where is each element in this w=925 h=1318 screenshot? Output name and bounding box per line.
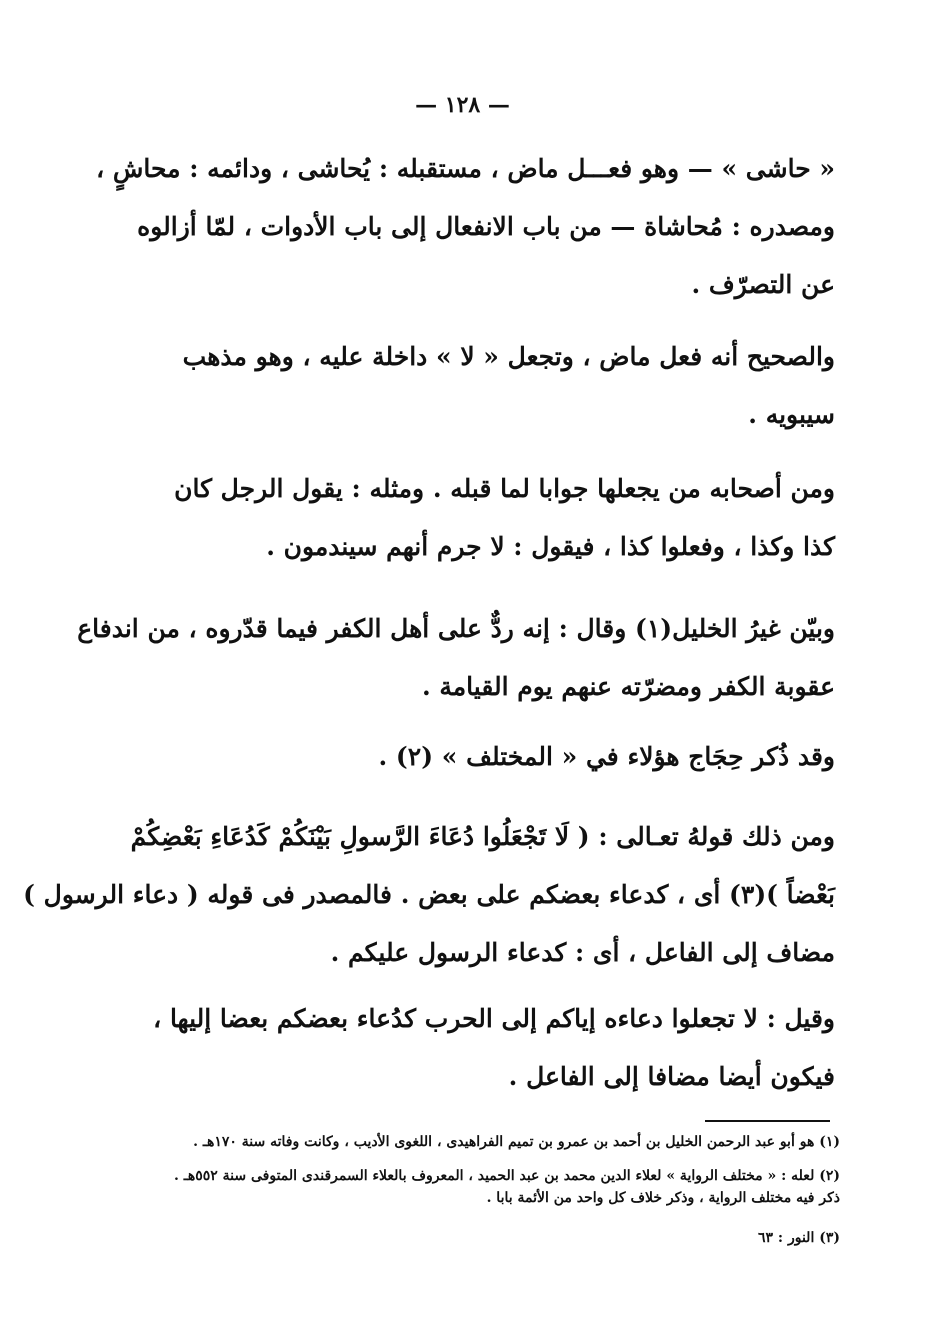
paragraph-6 — [23, 808, 835, 982]
text-line: بَعْضاً )(٣) أى ، كدعاء بعضكم على بعض . فالمصدر فى قوله ( دعاء الرسول ) — [23, 880, 835, 909]
footnote-divider — [705, 1120, 830, 1122]
text-line: عقوبة الكفر ومضرّته عنهم يوم القيامة . — [421, 672, 835, 701]
text-line: ومصدره : مُحاشاة — من باب الانفعال إلى باب الأدوات ، لمّا أزالوه — [137, 212, 835, 241]
footnote-1: (١) هو أبو عبد الرحمن الخليل بن أحمد بن عمرو بن تميم الفراهيدى ، اللغوى الأديب ، وكانت وفاته سنة ١٧٠هـ . — [193, 1134, 840, 1150]
footnote-2-continuation: ذكر فيه مختلف الرواية ، وذكر خلاف كل واحد من الأئمة بابا . — [486, 1190, 840, 1206]
text-line: سيبويه . — [748, 400, 835, 429]
page-number: — ١٢٨ — — [415, 92, 510, 118]
footnotes — [150, 1125, 840, 1255]
paragraph-4 — [77, 600, 835, 716]
text-line: وقيل : لا تجعلوا دعاءه إياكم إلى الحرب كدُعاء بعضكم بعضا إليها ، — [153, 1004, 835, 1033]
paragraph-3 — [150, 460, 835, 576]
text-line: وقد ذُكر حِجَاج هؤلاء في « المختلف » (٢) . — [378, 742, 835, 771]
footnote-3: (٣) النور : ٦٣ — [758, 1230, 840, 1246]
text-line: مضاف إلى الفاعل ، أى : كدعاء الرسول عليكم . — [330, 938, 835, 967]
text-line: عن التصرّف . — [691, 270, 835, 299]
text-line: ومن ذلك قولهُ تعـالى : ( لَا تَجْعَلُوا دُعَاءَ الرَّسولِ بَيْنَكُمْ كَدُعَاءِ بَعْضِكُمْ — [130, 822, 835, 851]
text-line: وبيّن غيرُ الخليل(١) وقال : إنه ردٌّ على أهل الكفر فيما قدّروه ، من اندفاع — [77, 614, 835, 643]
text-line: والصحيح أنه فعل ماض ، وتجعل « لا » داخلة عليه ، وهو مذهب — [182, 342, 835, 371]
footnote-2: (٢) لعله : « مختلف الرواية » لعلاء الدين محمد بن عبد الحميد ، المعروف بالعلاء السمرقندى المتوفى سنة ٥٥٢هـ . — [173, 1168, 840, 1184]
main-text — [23, 0, 835, 1110]
paragraph-1 — [96, 140, 835, 314]
paragraph-2 — [150, 328, 835, 444]
paragraph-7 — [150, 990, 835, 1106]
text-line: ومن أصحابه من يجعلها جوابا لما قبله . ومثله : يقول الرجل كان — [174, 474, 835, 503]
paragraph-5 — [150, 728, 835, 786]
text-line: « حاشى » — وهو فعـــل ماض ، مستقبله : يُحاشى ، ودائمه : محاشٍ ، — [96, 154, 835, 183]
text-line: كذا وكذا ، وفعلوا كذا ، فيقول : لا جرم أنهم سيندمون . — [266, 532, 835, 561]
text-line: فيكون أيضا مضافا إلى الفاعل . — [508, 1062, 835, 1091]
